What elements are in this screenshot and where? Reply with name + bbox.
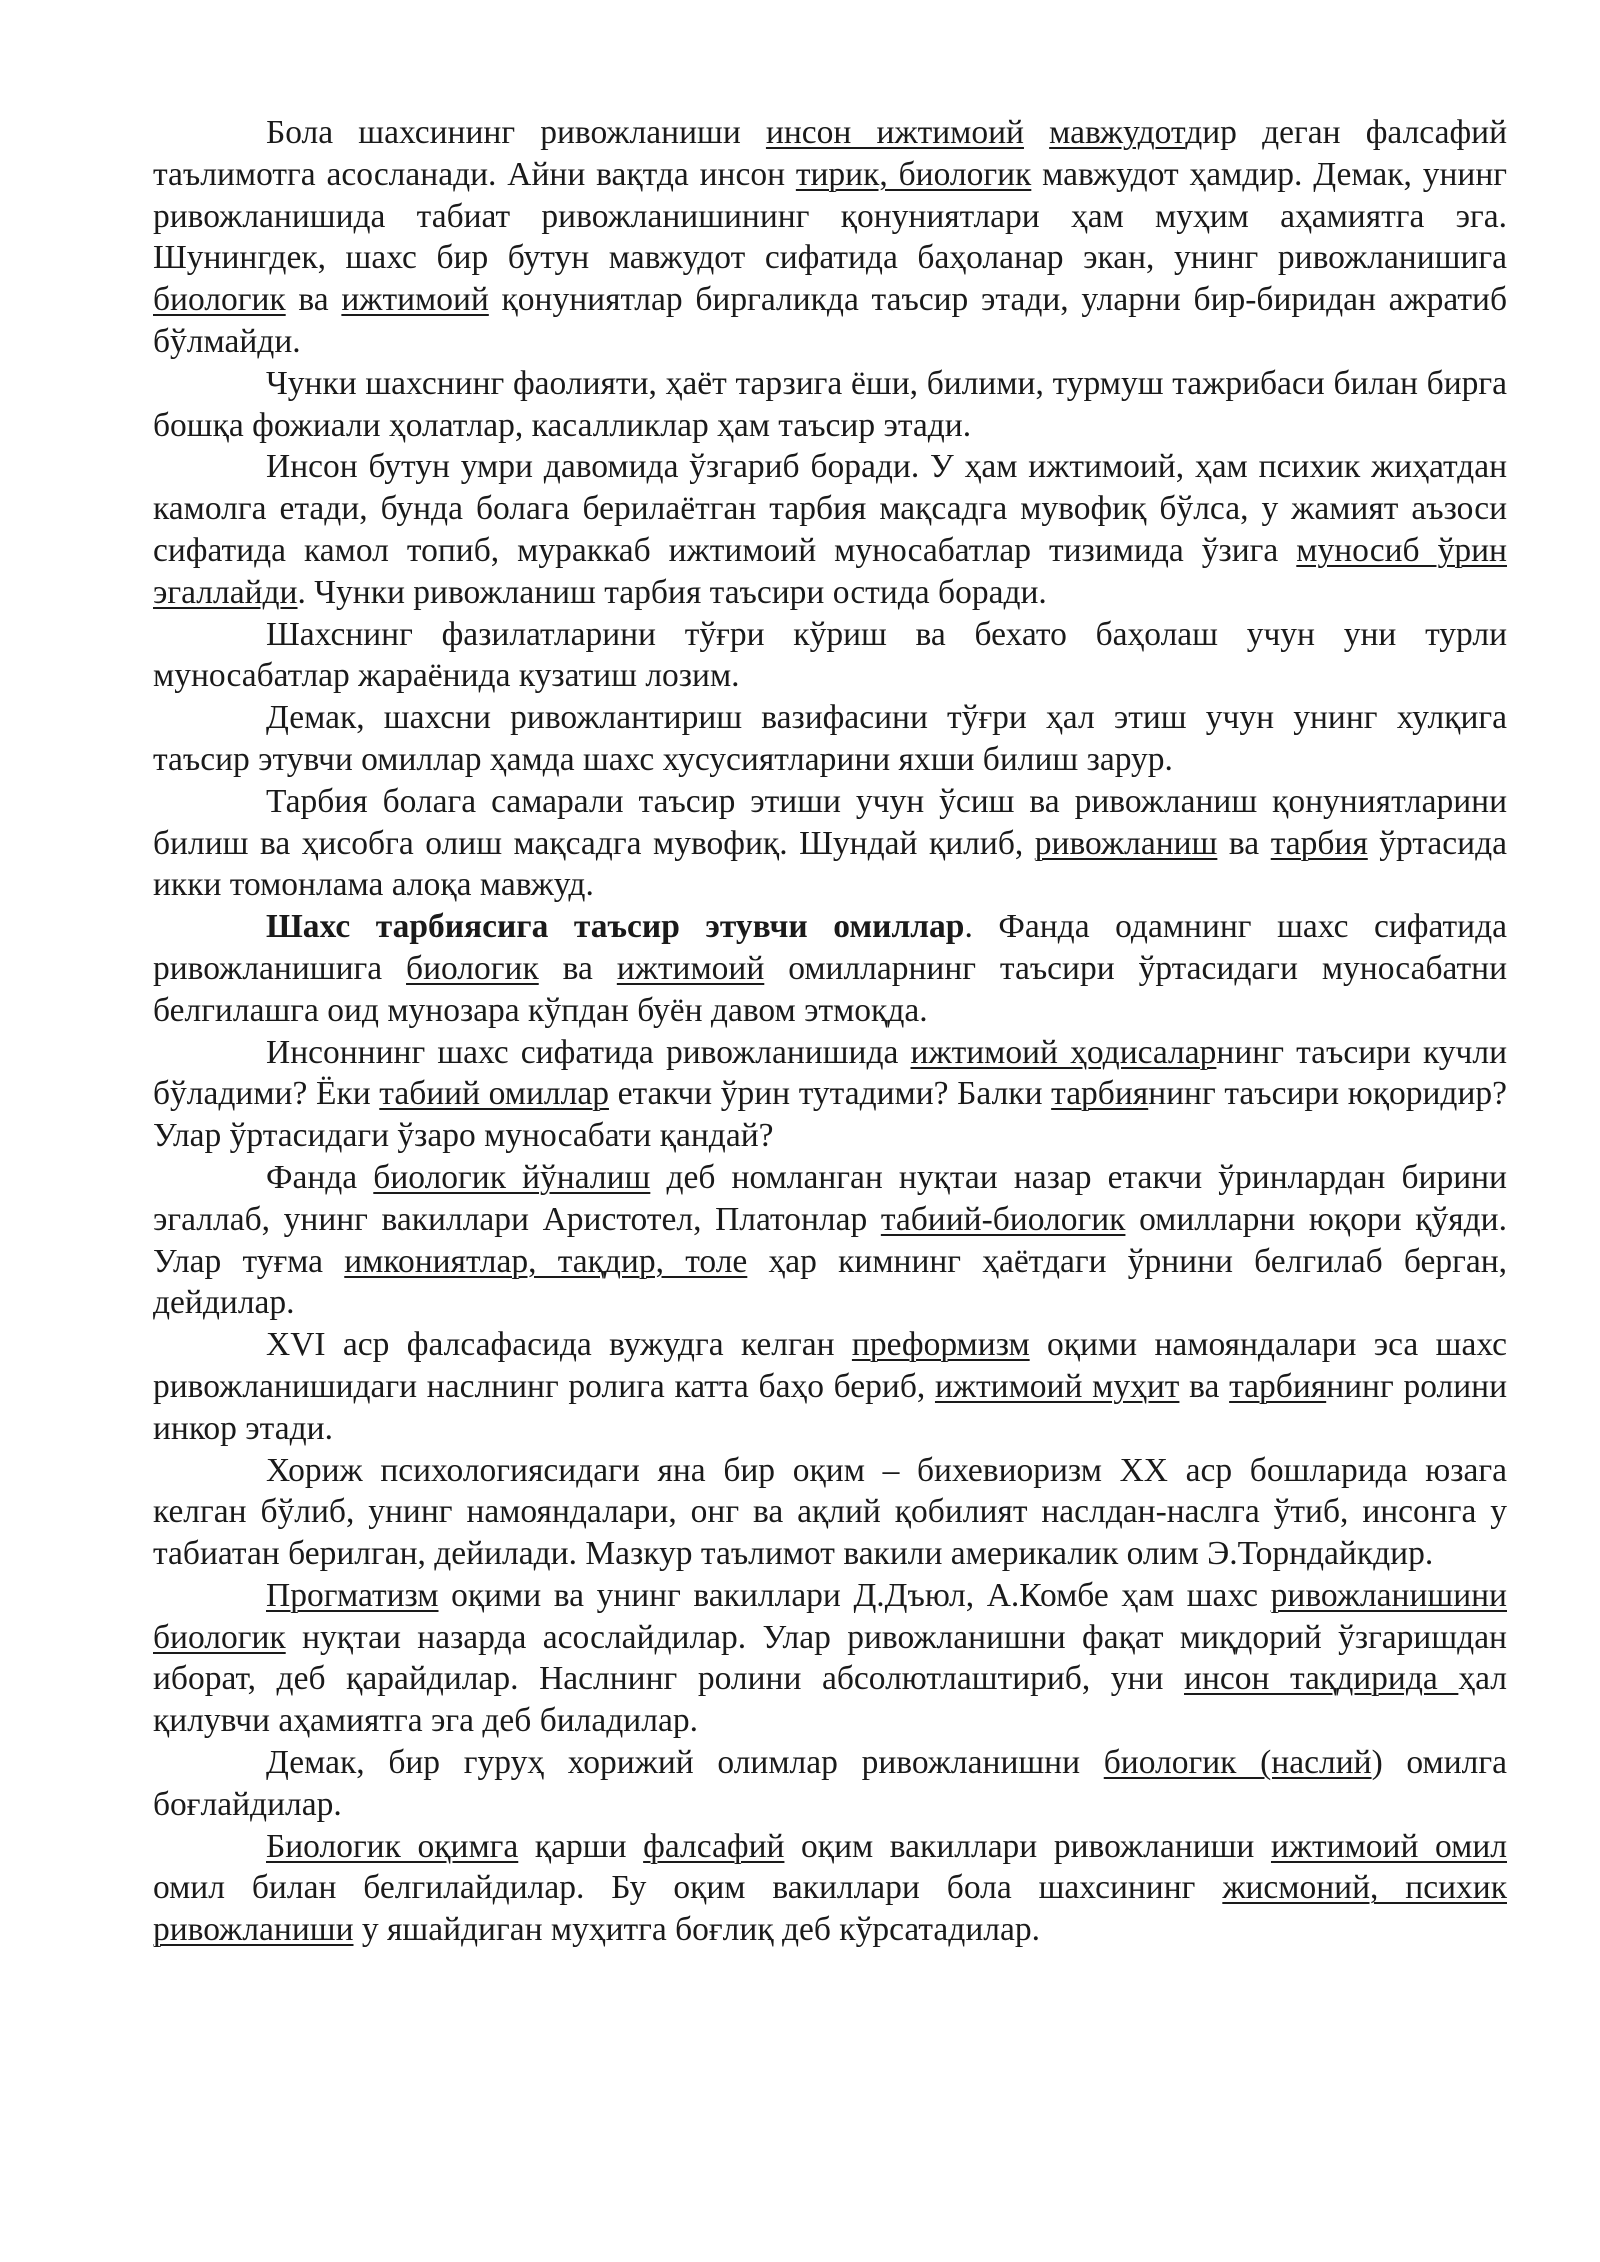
paragraph-text: у яшайдиган муҳитга боғлиқ деб кўрсатадилар. [353,1911,1040,1949]
underlined-term: тирик, биологик [795,155,1032,193]
underlined-term: ривожланишини биологик [153,1576,1507,1656]
underlined-term: биологик [406,949,539,987]
paragraph [153,1032,1507,1157]
paragraph-text: нинг таъсири юқоридир? Улар ўртасидаги ўзаро муносабати қандай? [153,1075,1508,1155]
paragraph-text: Инсон бутун умри давомида ўзгариб боради. У ҳам ижтимоий, ҳам психик жиҳатдан камолга етади, бунда болага берилаётган тарбия мақсадга мувофиқ бўлса, у жамият аъзоси сифатида камол топиб, мураккаб ижтимоий муносабатлар тизимида ўзига [153,448,1507,569]
underlined-term: преформизм [851,1326,1030,1364]
paragraph-text: нинг ролини инкор этади. [153,1367,1507,1447]
paragraph-text: мавжудот ҳамдир. Демак, унинг ривожланишида табиат ривожланишининг қонуниятлари ҳам муҳим аҳамиятга эга. Шунингдек, шахс бир бутун мавжудот сифатида баҳоланар экан, унинг ривожланишига [153,155,1508,277]
paragraph-text: ва [285,281,342,319]
underlined-term: муносиб ўрин эгаллайди [153,531,1507,611]
paragraph-text: деб номланган нуқтаи назар етакчи ўринлардан бирини эгаллаб, унинг вакиллари Аристотел, Платонлар [153,1158,1507,1238]
paragraph-text: ҳал қилувчи аҳамиятга эга деб биладилар. [153,1660,1507,1740]
underlined-term: ижтимоий муҳит [934,1367,1180,1405]
paragraph [153,1575,1507,1742]
paragraph-text: Тарбия болага самарали таъсир этиши учун ўсиш ва ривожланиш қонуниятларини билиш ва ҳисобга олиш мақсадга мувофиқ. Шундай қилиб, [153,782,1507,862]
underlined-term: тарбия [1229,1367,1327,1405]
document-body [153,112,1507,1951]
underlined-term: инсон ижтимоий [765,114,1024,151]
underlined-term: ривожланиши [153,1911,354,1949]
underlined-term: ижтимоий ҳодисалар [910,1033,1217,1071]
underlined-term: тарбия [1051,1075,1149,1113]
paragraph-text: ва [1217,824,1271,862]
paragraph-text: нинг таъсири кучли бўладими? Ёки [153,1033,1507,1113]
paragraph-text: . Чунки ривожланиш тарбия таъсири остида боради. [297,573,1047,611]
underlined-term: Биологик оқимга [266,1827,519,1865]
underlined-term: биологик [153,281,286,319]
paragraph-text: ) омилга боғлайдилар. [153,1744,1507,1823]
paragraph [153,1742,1507,1826]
underlined-term: ижтимоий [341,281,489,319]
paragraph-text: XVI аср фалсафасида вужудга келган [266,1326,852,1364]
paragraph [153,1157,1507,1324]
paragraph-text: . Фанда одамнинг шахс сифатида ривожланишига [153,908,1507,987]
underlined-term: имкониятлар, тақдир, толе [344,1242,748,1280]
paragraph-text: ва [538,949,617,987]
paragraph-text: Шахснинг фазилатларини тўғри кўриш ва бехато баҳолаш учун уни турли муносабатлар жараёнида кузатиш лозим. [153,615,1507,695]
paragraph-text: оқими ва унинг вакиллари Д.Дъюл, А.Комбе ҳам шахс [438,1576,1271,1614]
underlined-term: мавжудот [1049,114,1186,151]
paragraph-text: ва [1179,1367,1230,1405]
bold-heading-text: Шахс тарбиясига таъсир этувчи омиллар [266,908,965,946]
underlined-term: фалсафий [643,1827,785,1865]
paragraph-text: Хориж психологиясидаги яна бир оқим – бихевиоризм XX аср бошларида юзага келган бўлиб, унинг намояндалари, онг ва ақлий қобилият наслдан-наслга ўтиб, инсонга у табиатан берилган, дейилади. Мазкур таълимот вакили америкалик олим Э.Торндайкдир. [153,1451,1507,1573]
paragraph-text: оқими намояндалари эса шахс ривожланишидаги наслнинг ролига катта баҳо бериб, [153,1326,1507,1405]
paragraph-text: Демак, бир гуруҳ хорижий олимлар ривожланишни [266,1744,1104,1782]
paragraph [153,363,1507,447]
paragraph-text: Чунки шахснинг фаолияти, ҳаёт тарзига ёши, билими, турмуш тажрибаси билан бирга бошқа фожиали ҳолатлар, касалликлар ҳам таъсир этади. [153,364,1507,444]
paragraph [153,446,1507,613]
paragraph [153,1450,1507,1575]
paragraph-text: дир деган фалсафий таълимотга асосланади. Айни вақтда инсон [153,114,1508,193]
underlined-term: биологик (наслий [1103,1744,1372,1782]
paragraph-text: қонуниятлар биргаликда таъсир этади, уларни бир-биридан ажратиб бўлмайди. [153,281,1508,360]
underlined-term: биологик йўналиш [373,1158,651,1196]
paragraph-text: Бола шахсининг ривожланиши [266,114,766,151]
underlined-term: ривожланиш [1034,824,1218,862]
paragraph [153,906,1507,1031]
paragraph-text: Инсоннинг шахс сифатида ривожланишида [266,1033,911,1071]
underlined-term: Прогматизм [266,1576,439,1614]
paragraph-text: Демак, шахсни ривожлантириш вазифасини тўғри ҳал этиш учун унинг хулқига таъсир этувчи омиллар ҳамда шахс хусусиятларини яхши билиш зарур. [153,699,1507,778]
underlined-term: ижтимоий омил [1270,1827,1507,1865]
paragraph [153,112,1507,363]
underlined-term: жисмоний, психик [1222,1869,1507,1907]
underlined-term: ижтимоий [616,949,765,987]
paragraph-text: омилларнинг таъсири ўртасидаги муносабатни белгилашга оид мунозара кўпдан буён давом этмоқда. [153,949,1507,1029]
paragraph [153,697,1507,781]
paragraph-text: омилларни юқори қўяди. Улар туғма [153,1200,1507,1280]
paragraph-text: омил билан белгилайдилар. Бу оқим вакиллари бола шахсининг [153,1869,1223,1907]
paragraph-text: ҳар кимнинг ҳаётдаги ўрнини белгилаб берган, дейдилар. [153,1242,1508,1322]
paragraph-text: етакчи ўрин тутадими? Балки [608,1075,1052,1113]
paragraph [153,1826,1507,1951]
underlined-term: инсон тақдирида [1184,1660,1459,1698]
paragraph-text [1024,114,1049,151]
paragraph-text: қарши [518,1827,644,1865]
paragraph-text: оқим вакиллари ривожланиши [784,1827,1271,1865]
paragraph [153,1324,1507,1449]
underlined-term: табиий омиллар [379,1075,609,1113]
paragraph-text: Фанда [266,1158,374,1196]
paragraph-text: ўртасида икки томонлама алоқа мавжуд. [153,824,1507,904]
paragraph-text: нуқтаи назарда асослайдилар. Улар ривожланишни фақат миқдорий ўзгаришдан иборат, деб қарайдилар. Наслнинг ролини абсолютлаштириб, уни [153,1618,1507,1698]
underlined-term: тарбия [1270,824,1368,862]
paragraph [153,781,1507,906]
paragraph [153,614,1507,698]
underlined-term: табиий-биологик [880,1200,1126,1238]
